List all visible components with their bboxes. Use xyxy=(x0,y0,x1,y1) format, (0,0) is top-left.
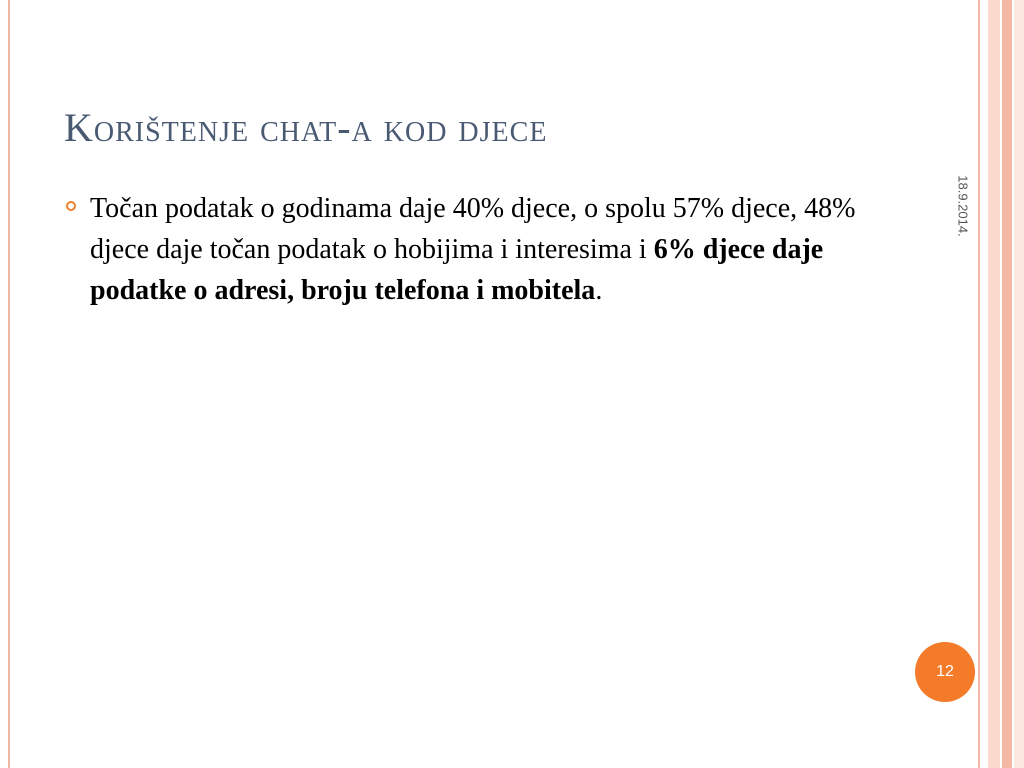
slide-date: 18.9.2014. xyxy=(955,175,971,237)
stripe-2 xyxy=(988,0,1000,768)
bullet-text-normal: Točan podatak o godinama daje 40% djece, o spolu 57% djece, 48% djece daje točan podatak o hobijima i interesima i xyxy=(90,193,856,265)
bullet-item xyxy=(66,188,866,311)
page-number-badge xyxy=(915,642,975,702)
bullet-text xyxy=(90,188,860,311)
bullet-text-end: . xyxy=(595,275,603,306)
bullet-circle-icon xyxy=(66,201,76,211)
stripe-1 xyxy=(978,0,980,768)
right-decorative-stripes xyxy=(978,0,1024,768)
bullet-text-bold: 6% djece daje podatke o adresi, broju telefona i mobitela xyxy=(90,234,824,306)
stripe-3 xyxy=(1002,0,1012,768)
slide-title: Korištenje chat-a kod djece xyxy=(64,105,548,150)
stripe-4 xyxy=(1014,0,1024,768)
page-number: 12 xyxy=(936,663,954,680)
left-border-line xyxy=(8,0,10,768)
slide-content xyxy=(66,188,866,311)
